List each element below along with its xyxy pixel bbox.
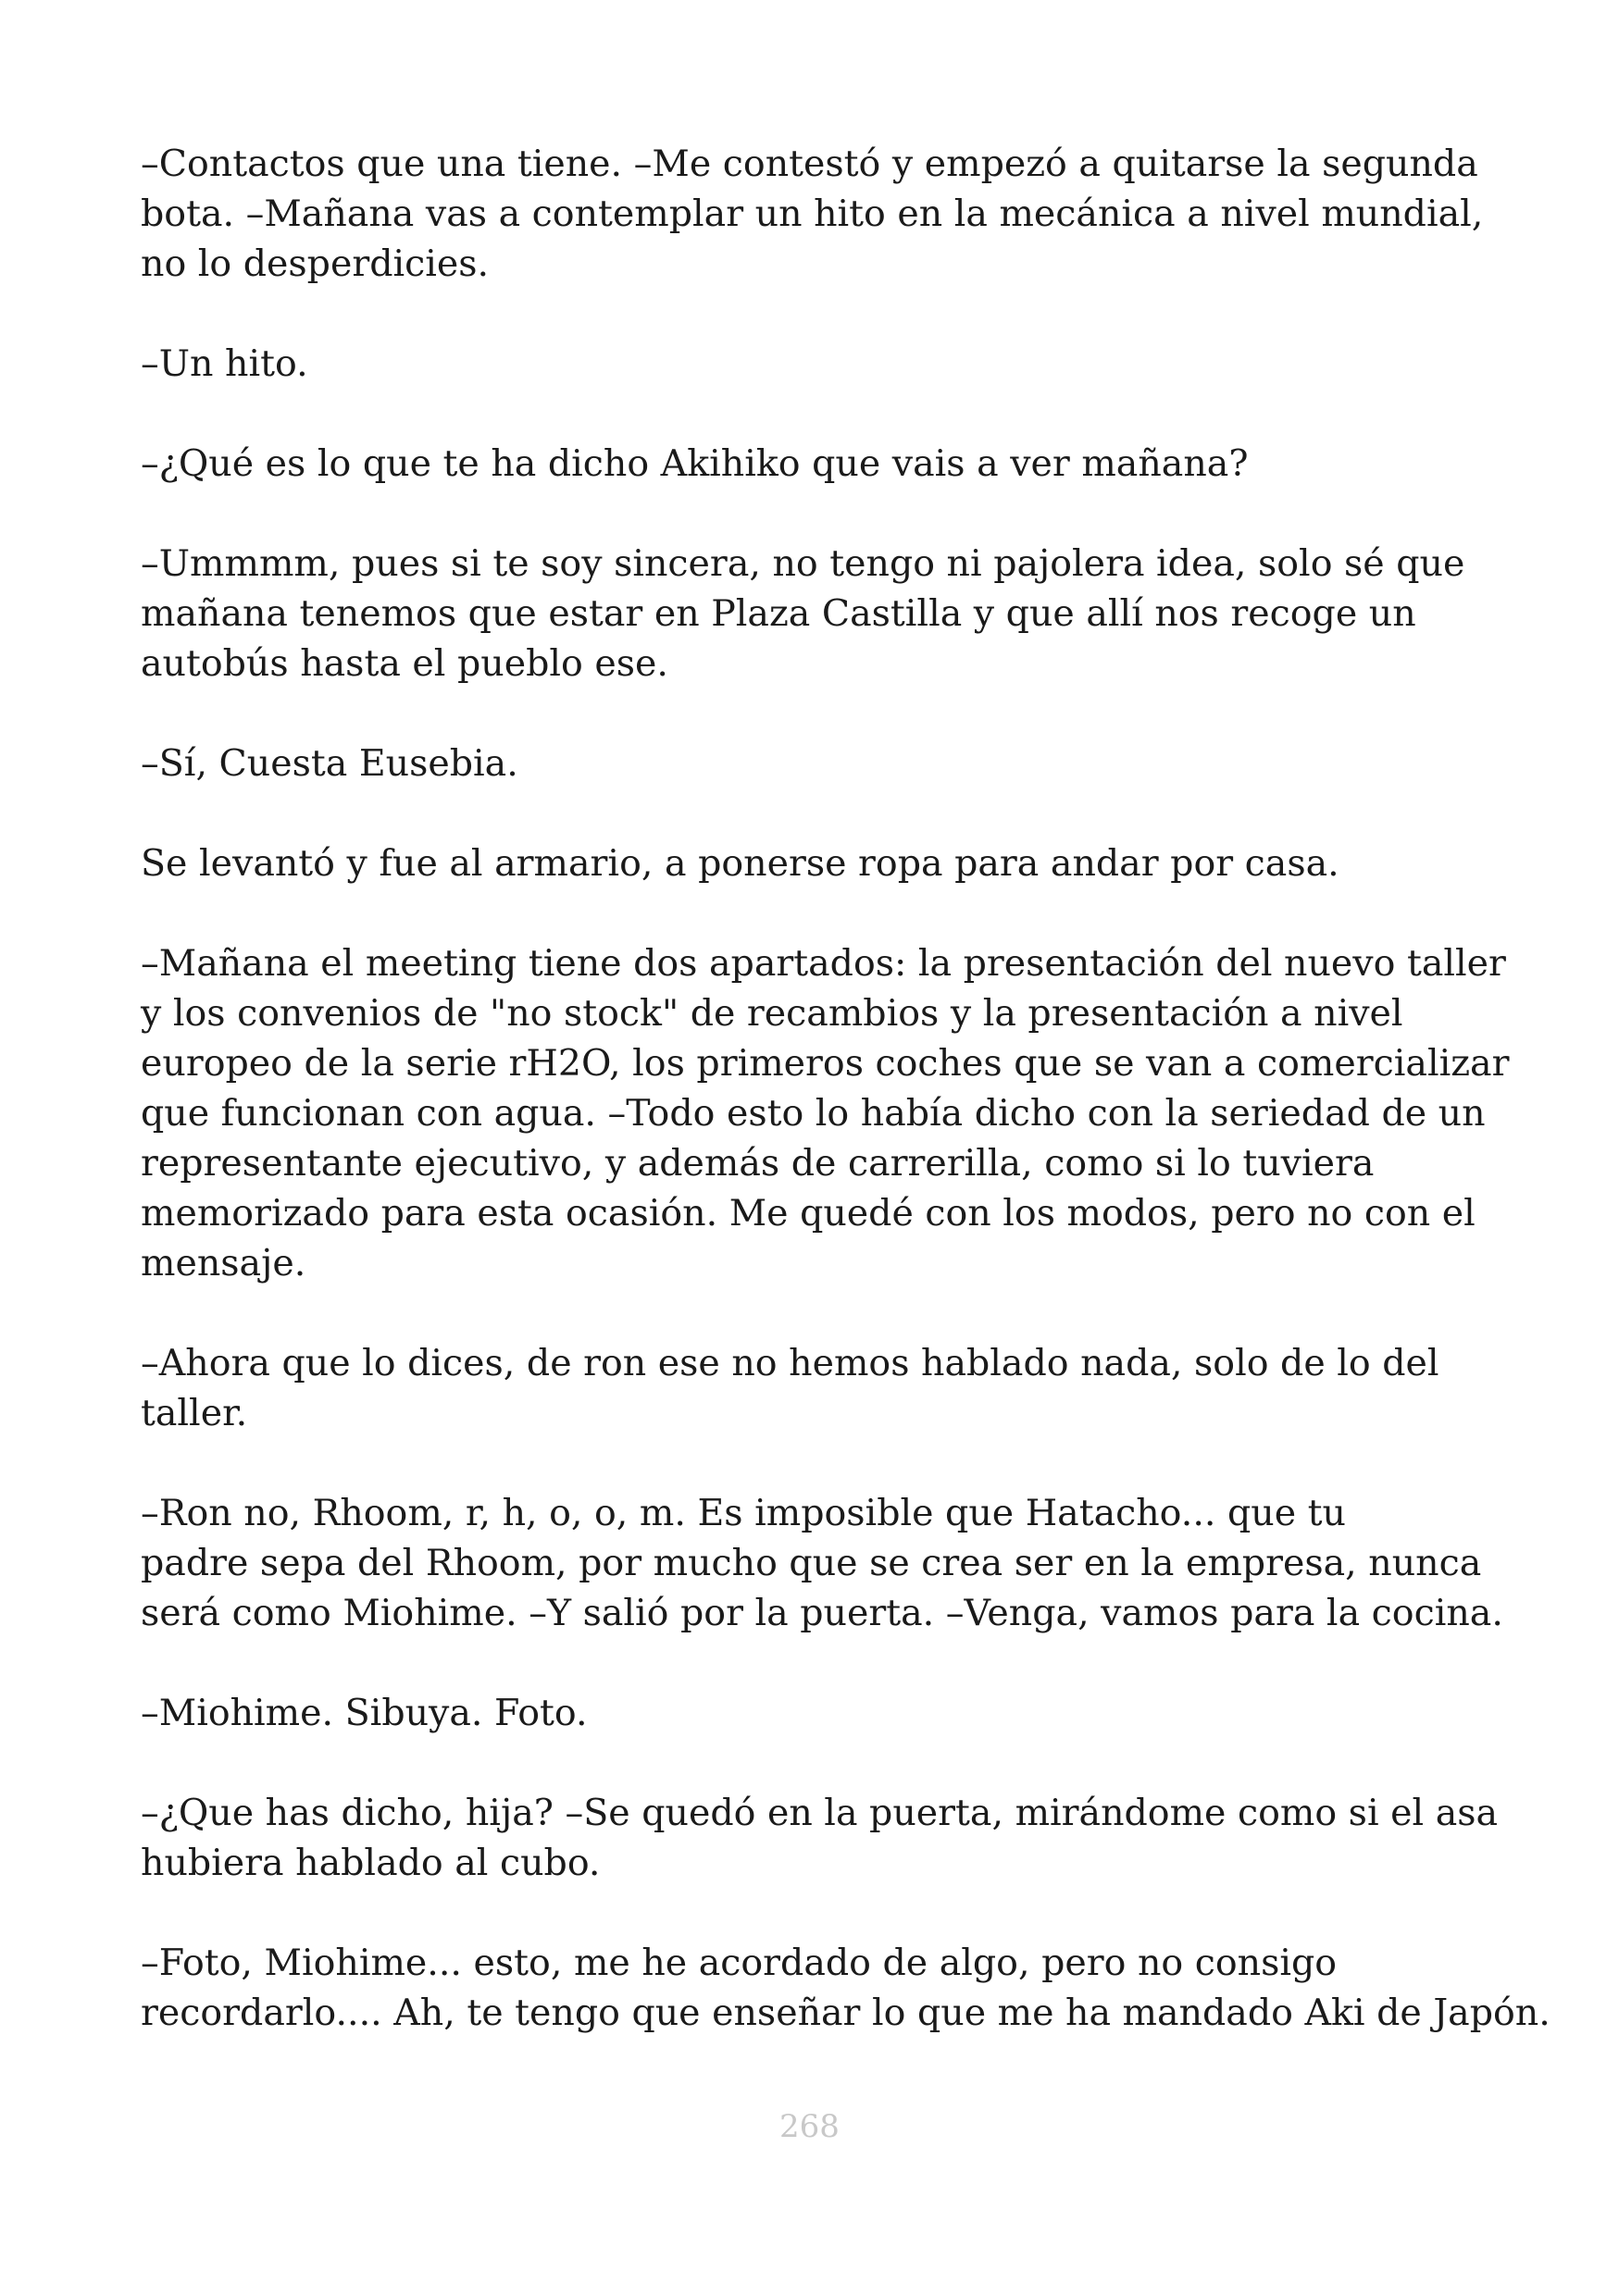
text-line: será como Miohime. –Y salió por la puerta. –Venga, vamos para la cocina. [141,1592,1503,1634]
text-line: taller. [141,1392,248,1434]
text-line: –Sí, Cuesta Eusebia. [141,742,518,785]
paragraph [141,139,1511,289]
body-text [141,139,1551,2038]
paragraph [141,938,1511,1288]
text-line: –¿Qué es lo que te ha dicho Akihiko que vais a ver mañana? [141,442,1249,485]
paragraph [141,1338,1511,1438]
text-line: bota. –Mañana vas a contemplar un hito en la mecánica a nivel mundial, [141,192,1484,235]
text-line: –Foto, Miohime... esto, me he acordado de algo, pero no consigo [141,1942,1338,1984]
paragraph [141,738,1511,788]
text-line: Se levantó y fue al armario, a ponerse ropa para andar por casa. [141,842,1339,885]
paragraph [141,539,1511,689]
paragraph [141,838,1511,888]
paragraph [141,1688,1511,1738]
text-line: –Ahora que lo dices, de ron ese no hemos hablado nada, solo de lo del [141,1342,1439,1384]
text-line: hubiera hablado al cubo. [141,1842,601,1884]
text-line: que funcionan con agua. –Todo esto lo había dicho con la seriedad de un [141,1092,1486,1135]
text-line: representante ejecutivo, y además de carrerilla, como si lo tuviera [141,1142,1375,1185]
text-line: –Miohime. Sibuya. Foto. [141,1692,588,1734]
paragraph [141,1488,1511,1638]
text-line: mensaje. [141,1242,306,1285]
text-line: –Ron no, Rhoom, r, h, o, o, m. Es imposible que Hatacho... que tu [141,1492,1346,1534]
paragraph [141,1788,1511,1888]
text-line: –Mañana el meeting tiene dos apartados: la presentación del nuevo taller [141,942,1506,985]
paragraph [141,339,1511,389]
text-line: y los convenios de "no stock" de recambios y la presentación a nivel [141,992,1403,1035]
paragraph [141,1938,1551,2038]
text-line: –¿Que has dicho, hija? –Se quedó en la puerta, mirándome como si el asa [141,1792,1499,1834]
text-line: –Ummmm, pues si te soy sincera, no tengo ni pajolera idea, solo sé que [141,542,1465,585]
text-line: autobús hasta el pueblo ese. [141,642,668,685]
text-line: no lo desperdicies. [141,242,490,285]
paragraph [141,439,1511,489]
text-line: memorizado para esta ocasión. Me quedé con los modos, pero no con el [141,1192,1476,1235]
text-line: recordarlo.... Ah, te tengo que enseñar lo que me ha mandado Aki de Japón. [141,1992,1551,2034]
page-number: 268 [779,2108,840,2145]
text-line: –Contactos que una tiene. –Me contestó y empezó a quitarse la segunda [141,143,1478,185]
text-line: europeo de la serie rH2O, los primeros coches que se van a comercializar [141,1042,1510,1085]
text-line: –Un hito. [141,342,308,385]
text-line: padre sepa del Rhoom, por mucho que se crea ser en la empresa, nunca [141,1542,1482,1584]
text-line: mañana tenemos que estar en Plaza Castilla y que allí nos recoge un [141,592,1416,635]
